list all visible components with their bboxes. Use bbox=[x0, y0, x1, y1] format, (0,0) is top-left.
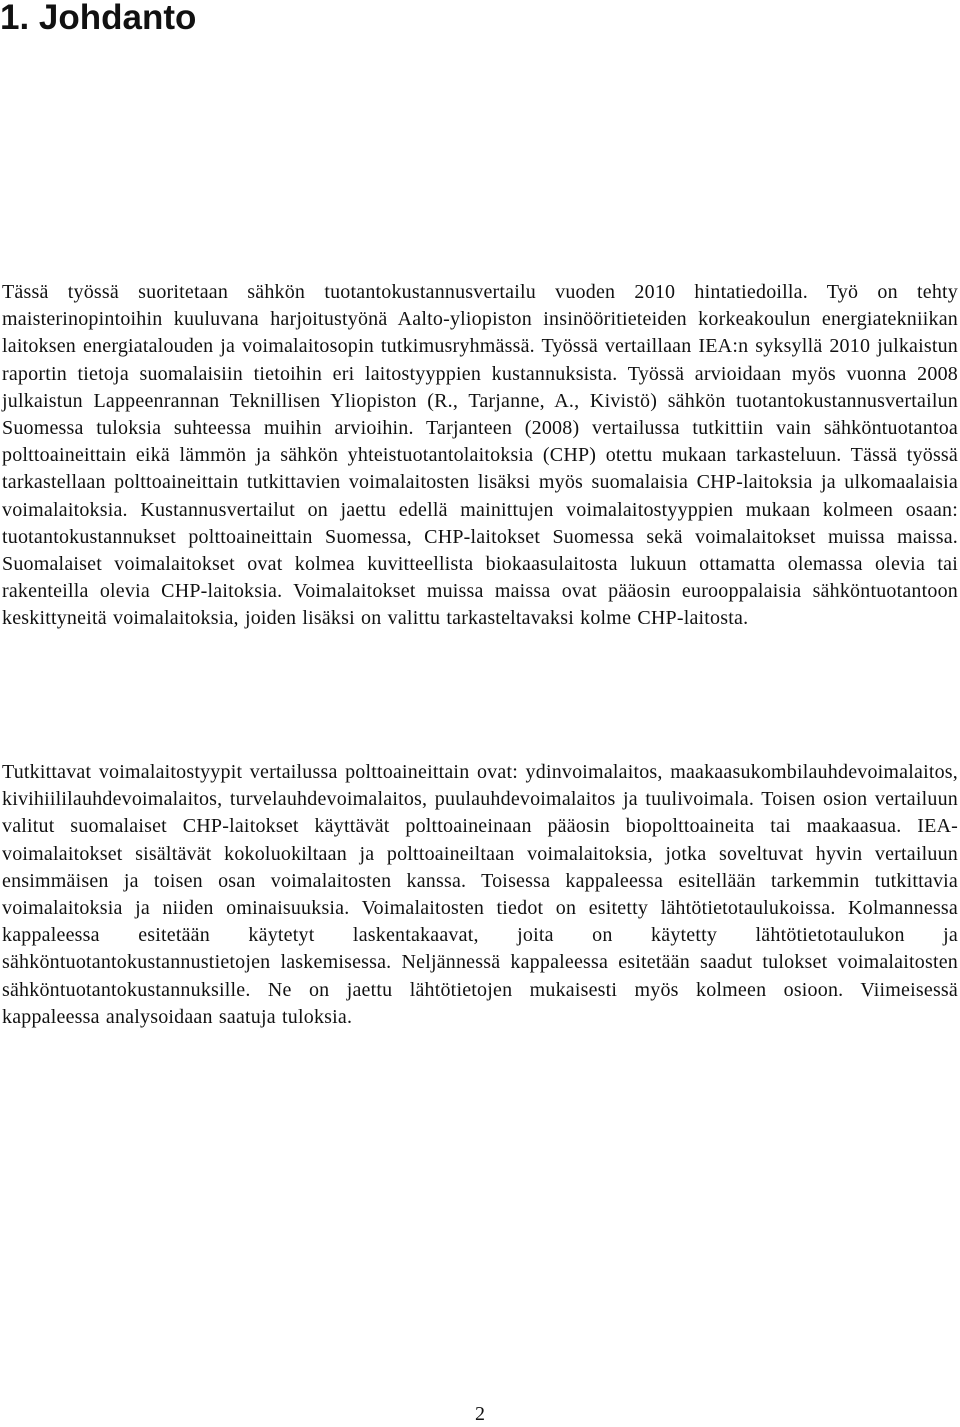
section-heading: 1. Johdanto bbox=[0, 0, 197, 37]
page-number: 2 bbox=[475, 1403, 485, 1425]
paragraph-1: Tässä työssä suoritetaan sähkön tuotantokustannusvertailu vuoden 2010 hintatiedoilla. Työ on tehty maisterinopintoihin kuuluvana harjoitustyönä Aalto-yliopiston insinööritieteiden korkeakoulun energiatekniikan laitoksen energiatalouden ja voimalaitosopin tutkimusryhmässä. Työssä vertaillaan IEA:n syksyllä 2010 julkaistun raportin tietoja suomalaisiin tietoihin eri laitostyyppien kustannuksista. Työssä arvioidaan myös vuonna 2008 julkaistun Lappeenrannan Teknillisen Yliopiston (R., Tarjanne, A., Kivistö) sähkön tuotantokustannusvertailun Suomessa tuloksia suhteessa muihin arvioihin. Tarjanteen (2008) vertailussa tutkittiin vain sähköntuotantoa polttoaineittain eikä lämmön ja sähkön yhteistuotantolaitoksia (CHP) otettu mukaan tarkasteluun. Tässä työssä tarkastellaan polttoaineittain tutkittavien voimalaitosten lisäksi myös suomalaisia CHP-laitoksia ja ulkomaalaisia voimalaitoksia. Kustannusvertailut on jaettu edellä mainittujen voimalaitostyyppien mukaan kolmeen osaan: tuotantokustannukset polttoaineittain Suomessa, CHP-laitokset Suomessa sekä voimalaitokset muissa maissa. Suomalaiset voimalaitokset ovat kolmea kuvitteellista biokaasulaitosta lukuun ottamatta olemassa olevia tai rakenteilla olevia CHP-laitoksia. Voimalaitokset muissa maissa ovat pääosin eurooppalaisia sähköntuotantoon keskittyneitä voimalaitoksia, joiden lisäksi on valittu tarkasteltavaksi kolme CHP-laitosta. bbox=[2, 281, 958, 630]
paragraph-2: Tutkittavat voimalaitostyypit vertailussa polttoaineittain ovat: ydinvoimalaitos, maakaasukombilauhdevoimalaitos, kivihiililauhdevoimalaitos, turvelauhdevoimalaitos, puulauhdevoimalaitos ja tuulivoimala. Toisen osion vertailuun valitut suomalaiset CHP-laitokset käyttävät polttoaineinaan pääosin biopolttoaineita tai maakaasua. IEA-voimalaitokset sisältävät kokoluokiltaan ja polttoaineiltaan voimalaitoksia, jotka soveltuvat hyvin vertailuun ensimmäisen ja toisen osan voimalaitosten kanssa. Toisessa kappaleessa esitellään tarkemmin tutkittavia voimalaitoksia ja niiden ominaisuuksia. Voimalaitosten tiedot on esitetty lähtötietotaulukoissa. Kolmannessa kappaleessa esitetään käytetyt laskentakaavat, joita on käytetty lähtötietotaulukon ja sähköntuotantokustannustietojen laskemisessa. Neljännessä kappaleessa esitetään saadut tulokset voimalaitosten sähköntuotantokustannuksille. Ne on jaettu lähtötietojen mukaisesti myös kolmeen osioon. Viimeisessä kappaleessa analysoidaan saatuja tuloksia. bbox=[2, 761, 958, 1028]
